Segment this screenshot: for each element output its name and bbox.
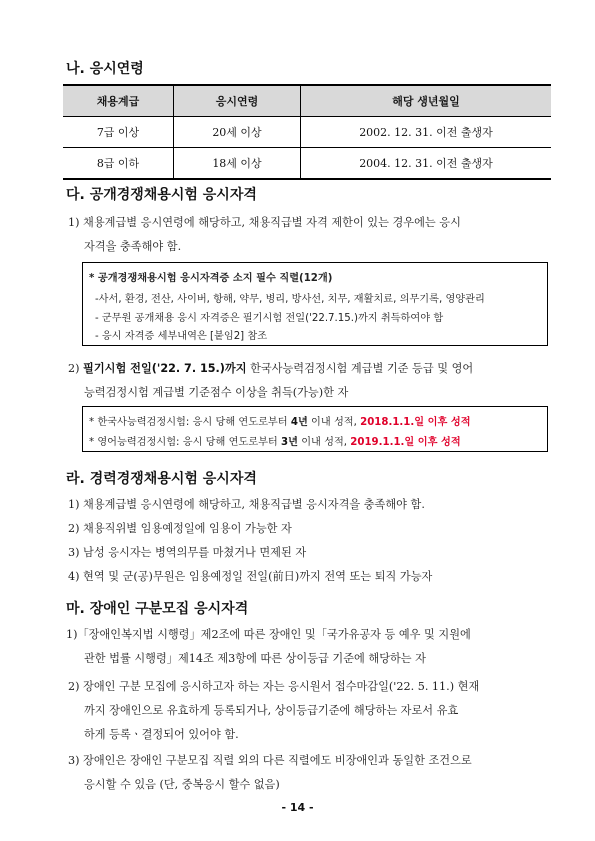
en-date: 2019.1.1.일 이후 성적 [350,437,461,448]
kh-text-c: 이내 성적, [307,417,361,428]
section-na-title: 나. 응시연령 [66,61,144,77]
da-item2-number: 2) [68,362,80,375]
ra-item1: 1) 채용계급별 응시연령에 해당하고, 채용직급별 응시자격을 충족해야 함. [68,498,425,511]
table-cell: 2004. 12. 31. 이전 출생자 [301,148,552,180]
score-validity-box [82,406,548,452]
table-row [63,117,551,148]
header-birthdate: 해당 생년월일 [301,85,552,117]
ma-item2-line1: 2) 장애인 구분 모집에 응시하고자 하는 자는 응시원서 접수마감일('22. 5. 11.) 현재 [68,680,480,693]
ma-item2-line3: 하게 등록ㆍ결정되어 있어야 함. [84,728,239,741]
da-item2-rest: 한국사능력검정시험 계급별 기준 등급 및 영어 [246,362,474,375]
table-cell: 8급 이하 [63,148,174,180]
header-age: 응시연령 [174,85,301,117]
ra-item3: 3) 남성 응시자는 병역의무를 마쳤거나 면제된 자 [68,546,307,559]
korean-history-validity [89,413,471,428]
en-text-a: * 영어능력검정시험: 응시 당해 연도로부터 [89,437,282,448]
required-cert-list: -사서, 환경, 전산, 사이버, 항해, 약무, 병리, 방사선, 치무, 재활치료, 의무기록, 영양관리 [95,294,485,305]
ma-item1-line1: 1)「장애인복지법 시행령」제2조에 따른 장애인 및「국가유공자 등 예우 및 지원에 [66,628,471,641]
ra-item4: 4) 현역 및 군(공)무원은 임용예정일 전일(前日)까지 전역 또는 퇴직 가능자 [68,570,433,583]
kh-date: 2018.1.1.일 이후 성적 [360,417,471,428]
table-cell: 20세 이상 [174,117,301,148]
section-da-title: 다. 공개경쟁채용시험 응시자격 [66,187,257,203]
table-cell: 7급 이상 [63,117,174,148]
da-item2-line2: 능력검정시험 계급별 기준점수 이상을 취득(가능)한 자 [84,386,349,399]
ma-item3-line2: 응시할 수 있음 (단, 중복응시 할수 없음) [84,778,280,791]
da-item2-line1 [68,360,473,376]
ma-item2-line2: 까지 장애인으로 유효하게 등록되거나, 상이등급기준에 해당하는 자로서 유효 [84,704,459,717]
en-years: 3년 [281,437,298,448]
english-validity [89,433,461,448]
age-table [63,84,551,180]
required-certificate-box [82,262,548,346]
cert-note-deadline: - 군무원 공개채용 응시 자격증은 필기시험 전일('22.7.15.)까지 취득하여야 함 [95,313,444,324]
age-table-header-row [63,85,551,117]
cert-note-detail: - 응시 자격증 세부내역은 [붙임2] 참조 [95,331,268,342]
page-number: - 14 - [281,801,314,814]
ma-item1-line2: 관한 법률 시행령」제14조 제3항에 따른 상이등급 기준에 해당하는 자 [84,652,426,665]
required-cert-title: * 공개경쟁채용시험 응시자격증 소지 필수 직렬(12개) [89,273,333,284]
da-item1-line2: 자격을 충족해야 함. [84,240,182,253]
table-cell: 2002. 12. 31. 이전 출생자 [301,117,552,148]
da-item1-line1: 1) 채용계급별 응시연령에 해당하고, 채용직급별 자격 제한이 있는 경우에는 응시 [68,216,461,229]
kh-years: 4년 [290,417,308,428]
en-text-c: 이내 성적, [297,437,351,448]
ma-item3-line1: 3) 장애인은 장애인 구분모집 직렬 외의 다른 직렬에도 비장애인과 동일한 조건으로 [68,754,472,767]
table-cell: 18세 이상 [174,148,301,180]
header-grade: 채용계급 [63,85,174,117]
section-ma-title: 마. 장애인 구분모집 응시자격 [66,601,249,617]
kh-text-a: * 한국사능력검정시험: 응시 당해 연도로부터 [89,417,291,428]
section-ra-title: 라. 경력경쟁채용시험 응시자격 [66,471,257,487]
table-row [63,148,551,180]
ra-item2: 2) 채용직위별 임용예정일에 임용이 가능한 자 [68,522,292,535]
da-item2-bold: 필기시험 전일('22. 7. 15.)까지 [83,362,247,375]
